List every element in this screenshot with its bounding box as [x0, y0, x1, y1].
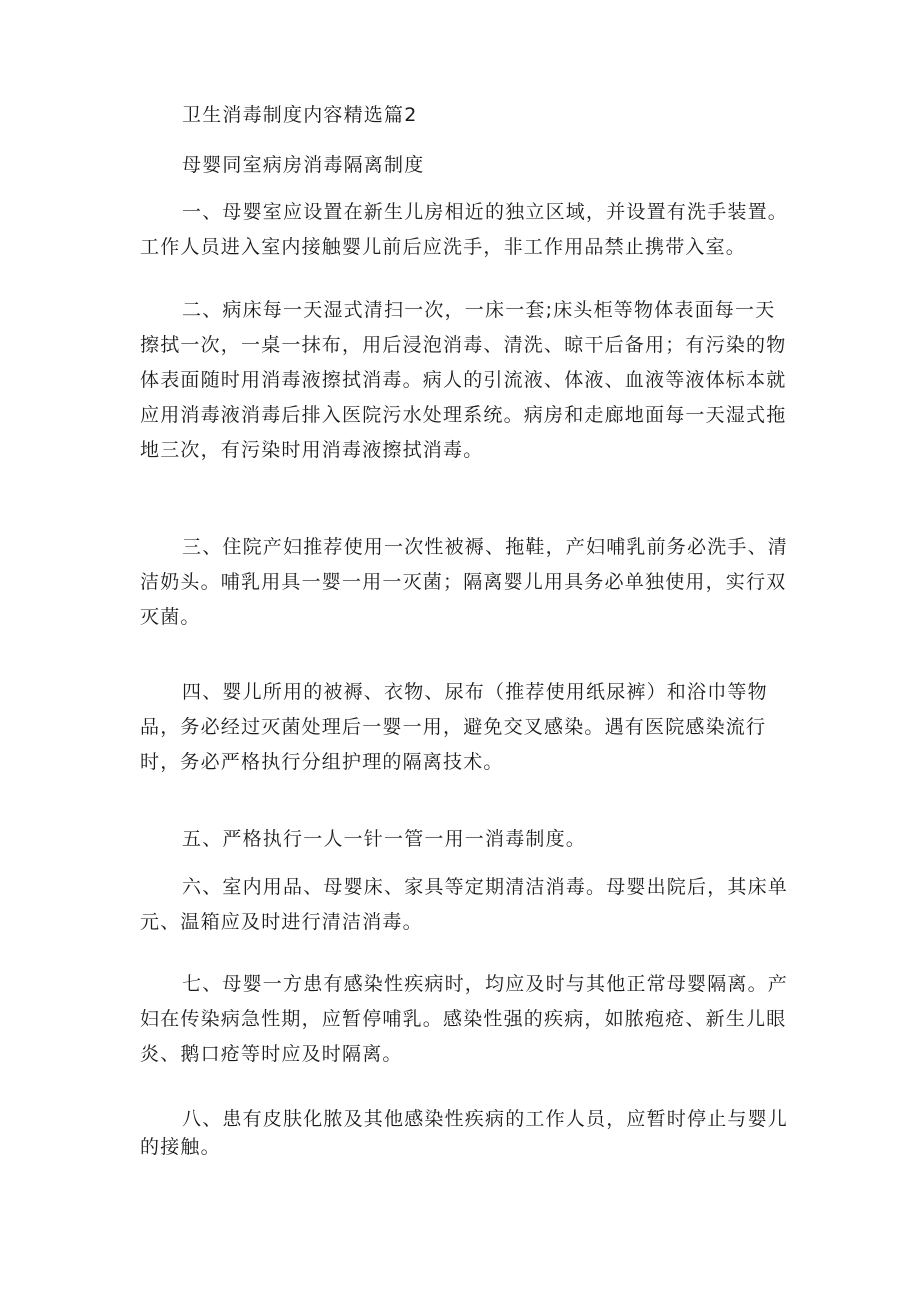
paragraph-5: 五、严格执行一人一针一管一用一消毒制度。	[182, 828, 587, 850]
paragraph-1: 一、母婴室应设置在新生儿房相近的独立区域，并设置有洗手装置。工作人员进入室内接触婴儿前后应洗手，非工作用品禁止携带入室。	[140, 201, 789, 258]
paragraph-6: 六、室内用品、母婴床、家具等定期清洁消毒。母婴出院后，其床单元、温箱应及时进行清洁消毒。	[140, 876, 789, 933]
paragraph-8: 八、患有皮肤化脓及其他感染性疾病的工作人员，应暂时停止与婴儿的接触。	[140, 1108, 789, 1158]
paragraph-3: 三、住院产妇推荐使用一次性被褥、拖鞋，产妇哺乳前务必洗手、清洁奶头。哺乳用具一婴一用一灭菌；隔离婴儿用具务必单独使用，实行双灭菌。	[140, 536, 789, 628]
document-heading: 卫生消毒制度内容精选篇2	[182, 104, 418, 126]
paragraph-4: 四、婴儿所用的被褥、衣物、尿布（推荐使用纸尿裤）和浴巾等物品，务必经过灭菌处理后一婴一用，避免交叉感染。遇有医院感染流行时，务必严格执行分组护理的隔离技术。	[140, 681, 768, 773]
paragraph-2: 二、病床每一天湿式清扫一次，一床一套;床头柜等物体表面每一天擦拭一次，一桌一抹布，用后浸泡消毒、清洗、晾干后备用；有污染的物体表面随时用消毒液擦拭消毒。病人的引流液、体液、血液等液体标本就应用消毒液消毒后排入医院污水处理系统。病房和走廊地面每一天湿式拖地三次，有污染时用消毒液擦拭消毒。	[140, 299, 787, 461]
document-subheading: 母婴同室病房消毒隔离制度	[182, 154, 425, 176]
paragraph-7: 七、母婴一方患有感染性疾病时，均应及时与其他正常母婴隔离。产妇在传染病急性期，应暂停哺乳。感染性强的疾病，如脓疱疮、新生儿眼炎、鹅口疮等时应及时隔离。	[140, 973, 789, 1065]
